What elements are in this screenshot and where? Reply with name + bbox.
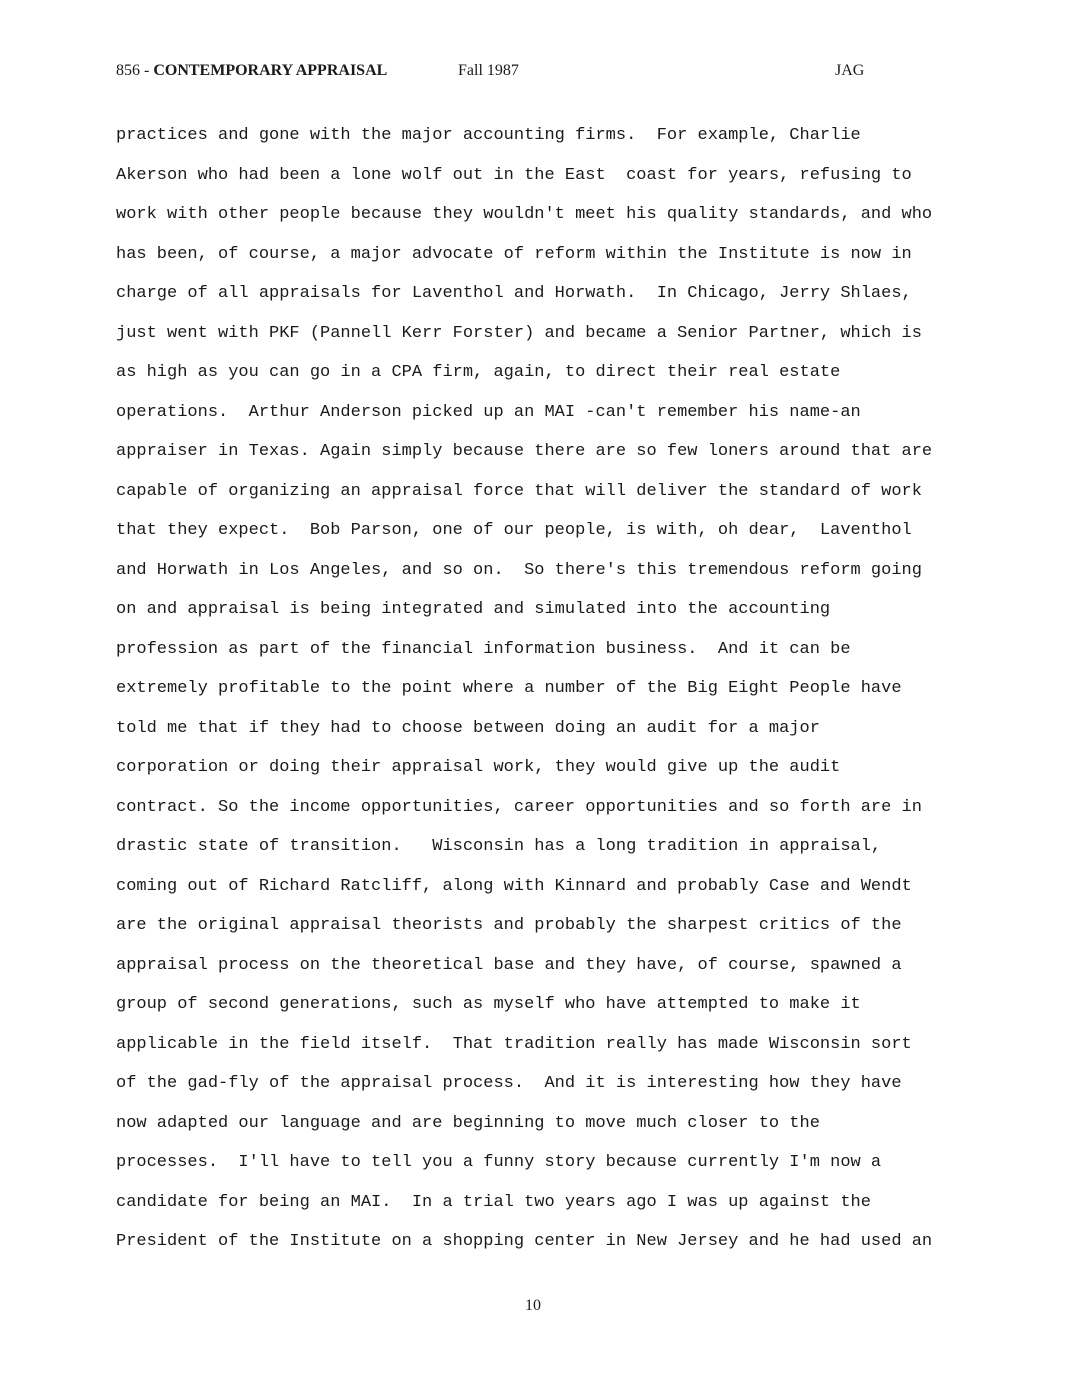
header-term: Fall 1987 (458, 62, 519, 79)
header-course (116, 62, 387, 80)
text-line: work with other people because they wouldn't meet his quality standards, and who (116, 205, 933, 224)
text-line: and Horwath in Los Angeles, and so on. So there's this tremendous reform going (116, 560, 922, 580)
text-line: coming out of Richard Ratcliff, along with Kinnard and probably Case and Wendt (116, 876, 912, 896)
text-line: appraisal process on the theoretical base and they have, of course, spawned a (116, 955, 902, 975)
text-line: that they expect. Bob Parson, one of our people, is with, oh dear, Laventhol (116, 521, 912, 540)
text-line: corporation or doing their appraisal work, they would give up the audit (116, 758, 841, 777)
text-line: President of the Institute on a shopping center in New Jersey and he had used an (116, 1232, 933, 1251)
text-line: practices and gone with the major accounting firms. For example, Charlie (116, 126, 861, 145)
page-number: 10 (525, 1297, 541, 1314)
text-line: as high as you can go in a CPA firm, again, to direct their real estate (116, 363, 841, 382)
text-line: now adapted our language and are beginning to move much closer to the (116, 1113, 820, 1133)
header-course-number: 856 - (116, 62, 154, 79)
text-line: processes. I'll have to tell you a funny story because currently I'm now a (116, 1153, 882, 1172)
text-line: Akerson who had been a lone wolf out in the East coast for years, refusing to (116, 165, 912, 185)
text-line: on and appraisal is being integrated and simulated into the accounting (116, 600, 831, 619)
text-line: drastic state of transition. Wisconsin has a long tradition in appraisal, (116, 837, 882, 856)
text-line: applicable in the field itself. That tradition really has made Wisconsin sort (116, 1034, 912, 1054)
text-line: are the original appraisal theorists and probably the sharpest critics of the (116, 916, 902, 935)
text-line: operations. Arthur Anderson picked up an MAI -can't remember his name-an (116, 402, 861, 422)
text-line: profession as part of the financial information business. And it can be (116, 639, 851, 659)
body-text (116, 122, 976, 1268)
header-initials: JAG (835, 62, 865, 79)
text-line: contract. So the income opportunities, career opportunities and so forth are in (116, 797, 922, 817)
page-header (116, 62, 876, 86)
text-line: capable of organizing an appraisal force that will deliver the standard of work (116, 481, 922, 501)
text-line: has been, of course, a major advocate of reform within the Institute is now in (116, 244, 912, 264)
text-line: charge of all appraisals for Laventhol and Horwath. In Chicago, Jerry Shlaes, (116, 284, 912, 303)
text-line: group of second generations, such as myself who have attempted to make it (116, 995, 861, 1014)
text-line: just went with PKF (Pannell Kerr Forster) and became a Senior Partner, which is (116, 323, 922, 343)
header-course-title: CONTEMPORARY APPRAISAL (153, 62, 388, 79)
text-line: appraiser in Texas. Again simply because there are so few loners around that are (116, 442, 933, 461)
text-line: told me that if they had to choose between doing an audit for a major (116, 718, 820, 738)
text-line: of the gad-fly of the appraisal process. And it is interesting how they have (116, 1074, 902, 1093)
text-line: candidate for being an MAI. In a trial two years ago I was up against the (116, 1192, 871, 1212)
text-line: extremely profitable to the point where a number of the Big Eight People have (116, 679, 902, 698)
